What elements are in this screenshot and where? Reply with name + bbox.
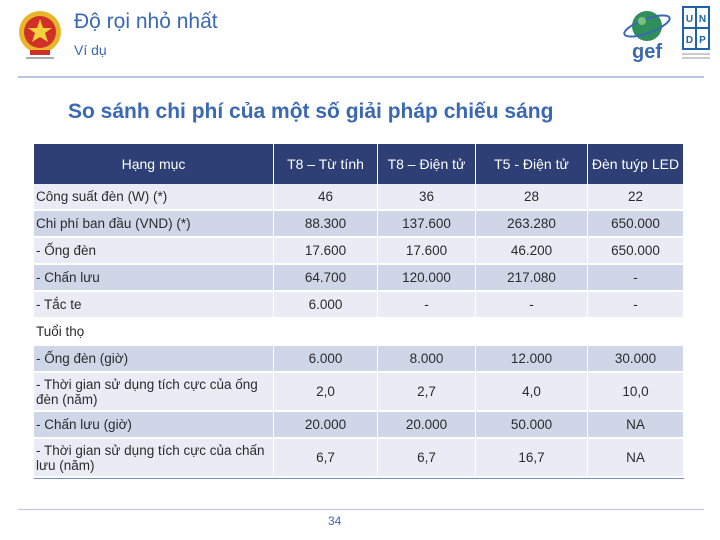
svg-text:U: U <box>685 14 694 25</box>
table-cell <box>476 319 588 346</box>
svg-text:P: P <box>699 35 706 46</box>
table-cell: 4,0 <box>476 373 588 412</box>
table-cell: - <box>476 292 588 319</box>
column-header: Đèn tuýp LED <box>588 144 684 184</box>
table-cell: 10,0 <box>588 373 684 412</box>
table-cell: 6.000 <box>274 346 378 373</box>
table-row <box>34 238 684 265</box>
table-cell <box>274 319 378 346</box>
table-cell: 30.000 <box>588 346 684 373</box>
section-heading: So sánh chi phí của một số giải pháp chiếu sáng <box>68 100 554 123</box>
table-cell: 50.000 <box>476 412 588 439</box>
row-label: - Thời gian sử dụng tích cực của ống đèn (năm) <box>34 373 274 412</box>
table-cell: 650.000 <box>588 238 684 265</box>
table-cell: 263.280 <box>476 211 588 238</box>
table-cell: 120.000 <box>378 265 476 292</box>
table-cell: 88.300 <box>274 211 378 238</box>
table-cell: 46.200 <box>476 238 588 265</box>
table-cell: 16,7 <box>476 439 588 478</box>
row-label: - Ống đèn <box>34 238 274 265</box>
table-row <box>34 412 684 439</box>
table-cell: 36 <box>378 184 476 211</box>
table-cell <box>588 319 684 346</box>
table-cell: 20.000 <box>378 412 476 439</box>
row-label: Tuổi thọ <box>34 319 274 346</box>
table-row <box>34 184 684 211</box>
table-cell: 8.000 <box>378 346 476 373</box>
header-divider <box>18 76 704 78</box>
table-cell: 2,7 <box>378 373 476 412</box>
row-label: - Chấn lưu (giờ) <box>34 412 274 439</box>
svg-text:N: N <box>698 14 707 25</box>
table-header-row <box>34 144 684 184</box>
table-cell: 12.000 <box>476 346 588 373</box>
gef-logo-text: gef <box>632 41 662 62</box>
table-cell: - <box>588 265 684 292</box>
table-cell: 6,7 <box>378 439 476 478</box>
row-label: - Tắc te <box>34 292 274 319</box>
row-label: Công suất đèn (W) (*) <box>34 184 274 211</box>
table-cell: 650.000 <box>588 211 684 238</box>
table-row <box>34 265 684 292</box>
table-cell: 217.080 <box>476 265 588 292</box>
table-cell: 6,7 <box>274 439 378 478</box>
row-label: Chi phí ban đầu (VND) (*) <box>34 211 274 238</box>
table-cell: 137.600 <box>378 211 476 238</box>
column-header: T5 - Điện tử <box>476 144 588 184</box>
table-cell: 28 <box>476 184 588 211</box>
table-row <box>34 439 684 478</box>
cost-comparison-table <box>34 144 684 478</box>
table-row <box>34 319 684 346</box>
page-subtitle: Ví dụ <box>74 42 107 58</box>
table-cell: 2,0 <box>274 373 378 412</box>
table-cell: 17.600 <box>274 238 378 265</box>
table-cell: NA <box>588 412 684 439</box>
table-cell: 17.600 <box>378 238 476 265</box>
svg-text:D: D <box>685 35 694 46</box>
row-label: - Chấn lưu <box>34 265 274 292</box>
table-row <box>34 346 684 373</box>
table-cell: NA <box>588 439 684 478</box>
table-bottom-rule <box>34 478 684 479</box>
footer-divider <box>18 509 704 510</box>
row-label: - Thời gian sử dụng tích cực của chấn lưu (năm) <box>34 439 274 478</box>
table-cell: 20.000 <box>274 412 378 439</box>
table-cell: 22 <box>588 184 684 211</box>
gef-logo <box>620 6 674 62</box>
table-row <box>34 292 684 319</box>
column-header: T8 – Điện tử <box>378 144 476 184</box>
page-title: Độ rọi nhỏ nhất <box>74 10 218 33</box>
page-number: 34 <box>328 514 342 528</box>
table-cell: - <box>588 292 684 319</box>
table-cell <box>378 319 476 346</box>
table-row <box>34 211 684 238</box>
table-cell: 6.000 <box>274 292 378 319</box>
table-cell: - <box>378 292 476 319</box>
table-cell: 64.700 <box>274 265 378 292</box>
column-header: Hạng mục <box>34 144 274 184</box>
vietnam-emblem-icon <box>16 6 64 62</box>
table-row <box>34 373 684 412</box>
table-cell: 46 <box>274 184 378 211</box>
undp-logo <box>680 6 712 62</box>
row-label: - Ống đèn (giờ) <box>34 346 274 373</box>
column-header: T8 – Từ tính <box>274 144 378 184</box>
